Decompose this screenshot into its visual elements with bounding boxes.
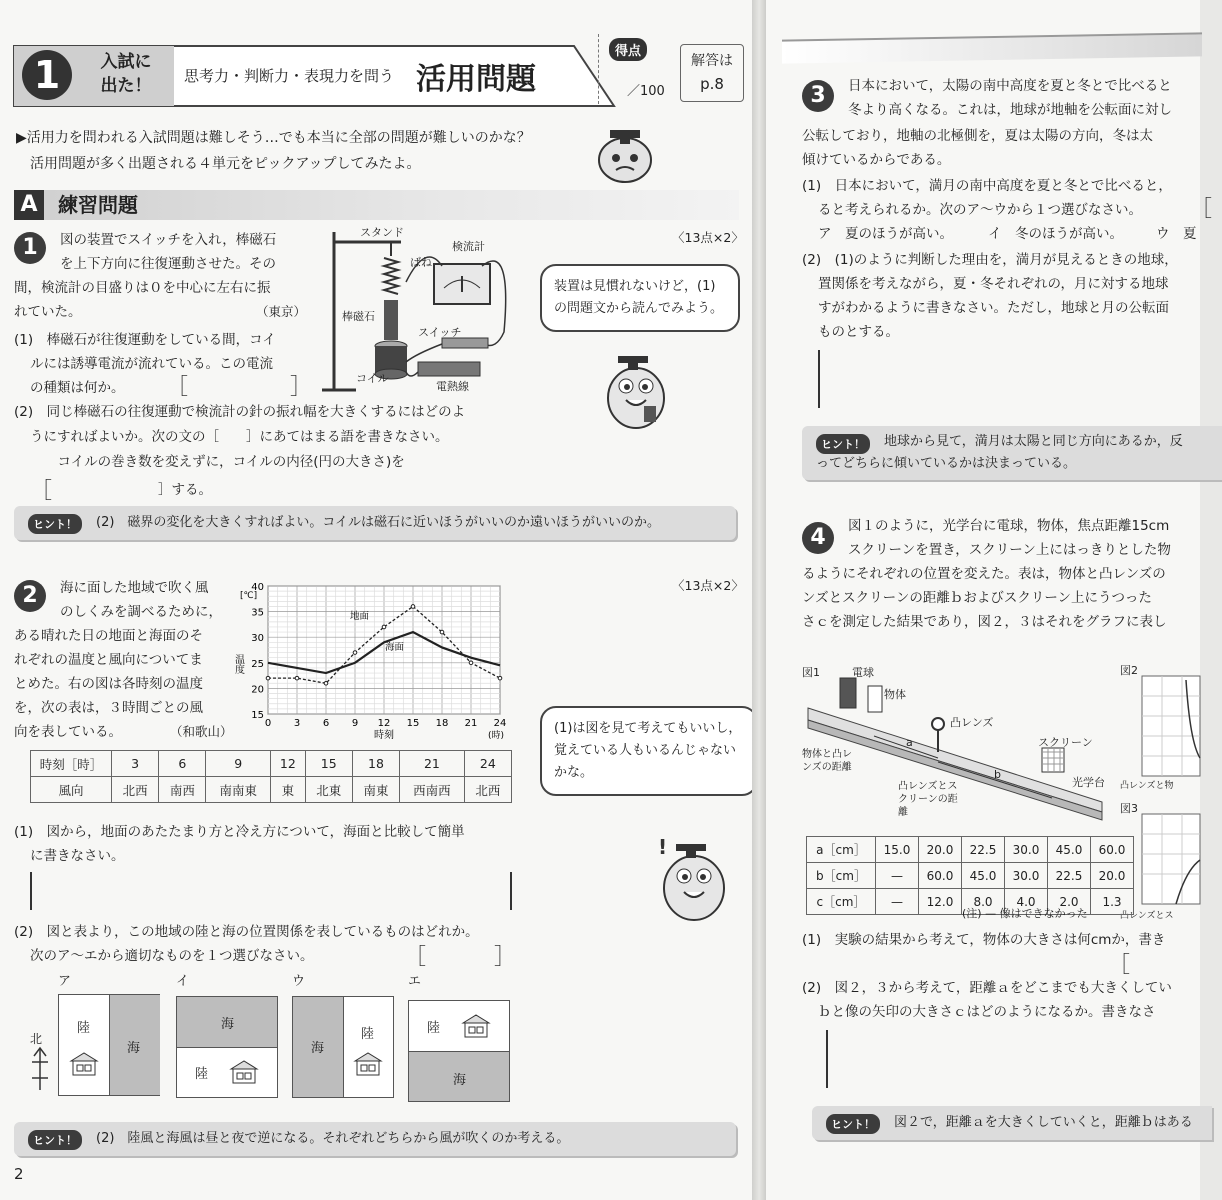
table-header-cell: c［cm］ bbox=[807, 889, 876, 915]
fig-label-wire: 電熱線 bbox=[436, 380, 469, 393]
q4-sub2-line: ｂと像の矢印の大きさｃはどのようになるか。書きなさ bbox=[818, 1004, 1156, 1020]
q3-option: ア 夏のほうが高い。 bbox=[818, 226, 953, 242]
table-header-cell: 風向 bbox=[31, 777, 112, 803]
land-label: 陸 bbox=[361, 1027, 375, 1042]
q2-answer-2[interactable]: ［ bbox=[404, 945, 427, 970]
table-cell-time: 21 bbox=[400, 751, 465, 777]
table-cell: 60.0 bbox=[919, 863, 962, 889]
q1-line: れていた。 bbox=[14, 304, 82, 320]
q2-sub2-line: (2) 図と表より，この地域の陸と海の位置関係を表しているものはどれか。 bbox=[14, 924, 479, 940]
table-cell: 4.0 bbox=[1005, 889, 1048, 915]
fig2-xlabel: 凸レンズと物 bbox=[1120, 781, 1174, 791]
q1-sub2-line: うにすればよいか。次の文の［ ］にあてはまる語を書きなさい。 bbox=[30, 429, 449, 445]
fig1-lens-label: 凸レンズ bbox=[950, 716, 994, 729]
choice-c[interactable] bbox=[292, 996, 394, 1098]
q3-sub1-line: (1) 日本において，満月の南中高度を夏と冬とで比べると， bbox=[802, 178, 1172, 194]
sea-label: 海 bbox=[127, 1041, 141, 1056]
owl-mascot-icon bbox=[652, 832, 738, 928]
q1-sub1-line: の種類は何か。 bbox=[30, 380, 125, 396]
fig-label-galvanometer: 検流計 bbox=[452, 240, 485, 253]
q2-line: れぞれの温度と風向についてま bbox=[14, 652, 203, 668]
x-tick-label: 15 bbox=[406, 718, 420, 729]
hint-text: ってどちらに傾いているかは決まっている。 bbox=[816, 456, 1077, 471]
table-cell-time: 15 bbox=[305, 751, 352, 777]
q1-points: 〈13点×2〉 bbox=[672, 230, 744, 245]
q1-line: 図の装置でスイッチを入れ，棒磁石 bbox=[60, 232, 277, 248]
data-point bbox=[411, 605, 415, 609]
score-box bbox=[598, 34, 679, 104]
table-cell: 45.0 bbox=[962, 863, 1005, 889]
q4-sub2-line: (2) 図２，３から考えて，距離ａをどこまでも大きくしてい bbox=[802, 980, 1172, 996]
fig1-title: 図1 bbox=[802, 666, 820, 679]
table-row bbox=[807, 863, 1134, 889]
x-axis-label: 時刻 bbox=[374, 730, 394, 741]
data-point bbox=[440, 630, 444, 634]
right-page bbox=[766, 0, 1213, 1200]
q4-answer-1[interactable]: ［ bbox=[1108, 953, 1131, 978]
house-icon bbox=[353, 1051, 383, 1081]
q2-sub1-line: に書きなさい。 bbox=[30, 848, 125, 864]
table-header-cell: b［cm］ bbox=[807, 863, 876, 889]
table-cell: — bbox=[876, 889, 919, 915]
right-header-band bbox=[782, 32, 1202, 63]
q4-line: さｃを測定した結果であり，図２，３はそれをグラフに表し bbox=[802, 614, 1167, 630]
q1-sub2-line: コイルの巻き数を変えずに，コイルの内径(円の大きさ)を bbox=[44, 454, 405, 470]
header-tag: 入試に 出た！ bbox=[100, 52, 152, 96]
q4-answer-2[interactable] bbox=[826, 1030, 1198, 1088]
land-area bbox=[177, 1048, 277, 1097]
table-cell-wind: 西南西 bbox=[400, 777, 465, 803]
sea-label: 海 bbox=[453, 1073, 467, 1088]
north-label: 北 bbox=[30, 1032, 43, 1046]
table-row bbox=[31, 751, 512, 777]
choice-a[interactable] bbox=[58, 994, 160, 1096]
hint-label: ヒント！ bbox=[28, 514, 82, 534]
section-a-bar bbox=[14, 190, 739, 220]
hint-text: (2) 陸風と海風は昼と夜で逆になる。それぞれどちらから風が吹くのか考える。 bbox=[96, 1131, 570, 1146]
wind-direction-table bbox=[30, 750, 512, 803]
q2-source: （和歌山） bbox=[170, 724, 233, 739]
fig1-a: a bbox=[906, 736, 913, 749]
table-cell-wind: 北西 bbox=[112, 777, 159, 803]
q3-answer-1[interactable]: ［ bbox=[1190, 197, 1213, 222]
q3-line: 傾けているからである。 bbox=[802, 152, 951, 168]
q3-sub2-line: すがわかるように書きなさい。ただし，地球と月の公転面 bbox=[818, 300, 1169, 316]
answer-label: 解答は bbox=[691, 53, 733, 69]
fig-label-magnet: 棒磁石 bbox=[342, 310, 375, 323]
q3-sub2-line: (2) (1)のように判断した理由を，満月が見えるときの地球， bbox=[802, 252, 1178, 268]
x-tick-label: 0 bbox=[264, 718, 272, 729]
x-tick-label: 6 bbox=[322, 718, 330, 729]
fig1-screen-label: スクリーン bbox=[1038, 736, 1093, 749]
x-tick-label: 3 bbox=[293, 718, 301, 729]
q4-line: ンズとスクリーンの距離ｂおよびスクリーン上にうつった bbox=[802, 590, 1152, 606]
mascot-head-icon bbox=[594, 124, 654, 184]
q4-line: るようにそれぞれの位置を変えた。表は，物体と凸レンズの bbox=[802, 566, 1166, 582]
q2-number-badge: 2 bbox=[14, 580, 46, 612]
q1-number-badge: 1 bbox=[14, 232, 46, 264]
q3-sub2-line: ものとする。 bbox=[818, 324, 899, 340]
land-label: 陸 bbox=[427, 1021, 441, 1036]
q2-line: 向を表している。 bbox=[14, 724, 122, 740]
q1-answer-1[interactable]: ［ bbox=[166, 375, 189, 400]
q1-answer-1-close: ］ bbox=[290, 375, 313, 400]
hint-label: ヒント！ bbox=[28, 1130, 82, 1150]
q2-line: を，次の表は，３時間ごとの風 bbox=[14, 700, 203, 716]
land-label: 陸 bbox=[77, 1021, 91, 1036]
fig1-a-desc: 物体と凸レンズの距離 bbox=[802, 749, 852, 773]
fig-label-stand: スタンド bbox=[360, 226, 404, 239]
q3-line: 冬より高くなる。これは，地球が地軸を公転面に対し bbox=[848, 102, 1172, 118]
y-tick-label: 15 bbox=[251, 710, 264, 721]
y-axis-label: 温度 bbox=[232, 654, 244, 674]
data-point bbox=[295, 676, 299, 680]
q1-sub2-end: ］する。 bbox=[158, 482, 212, 498]
q3-option: イ 冬のほうが高い。 bbox=[988, 226, 1123, 242]
q4-hint bbox=[812, 1106, 1212, 1140]
land-label: 陸 bbox=[195, 1067, 209, 1082]
q3-line: 日本において，太陽の南中高度を夏と冬とで比べると bbox=[848, 78, 1172, 94]
table-cell-time: 3 bbox=[112, 751, 159, 777]
q4-figure-1 bbox=[802, 662, 1116, 830]
table-cell-time: 12 bbox=[271, 751, 306, 777]
intro-line-1: ▶活用力を問われる入試問題は難しそう…でも本当に全部の問題が難しいのかな？ bbox=[16, 130, 531, 146]
choice-label: エ bbox=[408, 974, 422, 989]
fig-label-switch: スイッチ bbox=[418, 326, 462, 339]
y-unit: [℃] bbox=[240, 591, 258, 601]
table-cell: 30.0 bbox=[1005, 863, 1048, 889]
choice-d[interactable] bbox=[408, 1000, 510, 1102]
q1-apparatus-figure bbox=[316, 222, 526, 392]
q2-line: のしくみを調べるために， bbox=[60, 604, 222, 620]
table-cell: 12.0 bbox=[919, 889, 962, 915]
chart-svg bbox=[232, 578, 522, 744]
data-point bbox=[382, 625, 386, 629]
table-cell: 60.0 bbox=[1091, 837, 1134, 863]
x-tick-label: 24 bbox=[493, 718, 507, 729]
table-cell-wind: 北東 bbox=[305, 777, 352, 803]
table-cell-wind: 東 bbox=[271, 777, 306, 803]
data-point bbox=[353, 651, 357, 655]
x-tick-label: 12 bbox=[377, 718, 391, 729]
y-tick-label: 35 bbox=[251, 607, 264, 619]
page-number: 2 bbox=[14, 1165, 24, 1183]
fig1-bulb-label: 電球 bbox=[852, 666, 874, 679]
table-row bbox=[31, 777, 512, 803]
section-a-letter: A bbox=[14, 190, 44, 220]
x-unit: (時) bbox=[487, 731, 504, 741]
house-icon bbox=[229, 1059, 259, 1089]
y-tick-label: 20 bbox=[251, 684, 264, 696]
table-cell: 8.0 bbox=[962, 889, 1005, 915]
table-cell: 30.0 bbox=[1005, 837, 1048, 863]
q1-line: 間，検流計の目盛りは０を中心に左右に振 bbox=[14, 280, 271, 296]
y-tick-label: 25 bbox=[251, 658, 264, 670]
x-tick-label: 21 bbox=[464, 718, 478, 729]
q1-speech-bubble: 装置は見慣れないけど，(1)の問題文から読んでみよう。 bbox=[540, 264, 740, 332]
table-cell: 22.5 bbox=[962, 837, 1005, 863]
q2-line: とめた。右の図は各時刻の温度 bbox=[14, 676, 203, 692]
fig-label-coil: コイル bbox=[356, 372, 389, 385]
hint-text: 図２で，距離ａを大きくしていくと，距離ｂはある bbox=[894, 1115, 1193, 1130]
fig1-b: b bbox=[994, 768, 1001, 781]
q3-answer-2[interactable] bbox=[818, 350, 1200, 408]
choice-label: ア bbox=[58, 974, 72, 989]
choice-b[interactable] bbox=[176, 996, 278, 1098]
house-icon bbox=[69, 1051, 99, 1081]
header-banner bbox=[14, 42, 584, 110]
q4-figure-2 bbox=[1120, 662, 1200, 792]
q2-points: 〈13点×2〉 bbox=[672, 578, 744, 593]
page-title: 活用問題 bbox=[416, 62, 536, 97]
table-cell-time: 6 bbox=[159, 751, 206, 777]
q1-line: を上下方向に往復運動させた。その bbox=[60, 256, 276, 272]
q4-line: 図１のように，光学台に電球，物体，焦点距離15cm bbox=[848, 518, 1170, 534]
sea-label: 海 bbox=[221, 1017, 235, 1032]
x-tick-label: 18 bbox=[435, 718, 449, 729]
q3-sub1-line: ると考えられるか。次のア～ウから１つ選びなさい。 bbox=[818, 202, 1142, 218]
fig-label-spring: ばね bbox=[410, 256, 432, 269]
header-subtitle: 思考力・判断力・表現力を問う bbox=[184, 67, 395, 85]
table-cell-time: 24 bbox=[464, 751, 511, 777]
q3-option: ウ 夏 bbox=[1156, 226, 1197, 242]
sea-label: 海 bbox=[311, 1041, 325, 1056]
q3-line: 公転しており，地軸の北極側を，夏は太陽の方向，冬は太 bbox=[802, 128, 1153, 144]
table-cell: — bbox=[876, 863, 919, 889]
hint-text: (2) 磁界の変化を大きくすればよい。コイルは磁石に近いほうがいいのか遠いほうがいいのか。 bbox=[96, 515, 661, 530]
answer-ref-box bbox=[680, 44, 744, 102]
fig3-xlabel: 凸レンズとス bbox=[1120, 911, 1174, 921]
table-cell-wind: 南西 bbox=[159, 777, 206, 803]
q2-hint bbox=[14, 1122, 736, 1156]
fig1-object-label: 物体 bbox=[884, 688, 906, 701]
unit-number-badge: 1 bbox=[22, 50, 72, 100]
q1-sub1-line: (1) 棒磁石が往復運動をしている間，コイ bbox=[14, 332, 276, 348]
table-cell-wind: 南南東 bbox=[206, 777, 271, 803]
q2-sub2-line: 次のア～エから適切なものを１つ選びなさい。 bbox=[30, 948, 314, 964]
table-header-cell: a［cm］ bbox=[807, 837, 876, 863]
q2-answer-1[interactable] bbox=[30, 872, 512, 910]
table-cell-time: 9 bbox=[206, 751, 271, 777]
land-area bbox=[409, 1001, 509, 1052]
table-cell-wind: 南東 bbox=[352, 777, 399, 803]
q2-answer-2-close: ］ bbox=[494, 945, 517, 970]
table-cell: 2.0 bbox=[1048, 889, 1091, 915]
owl-mascot-icon bbox=[596, 346, 676, 436]
data-point bbox=[469, 661, 473, 665]
q4-number-badge: 4 bbox=[802, 522, 834, 554]
table-cell: 20.0 bbox=[1091, 863, 1134, 889]
q1-answer-2[interactable]: ［ bbox=[30, 479, 53, 504]
y-tick-label: 30 bbox=[251, 633, 264, 645]
q4-line: スクリーンを置き，スクリーン上にはっきりとした物 bbox=[848, 542, 1171, 558]
data-point bbox=[498, 676, 502, 680]
table-cell: 15.0 bbox=[876, 837, 919, 863]
data-point bbox=[324, 681, 328, 685]
q2-line: 海に面した地域で吹く風 bbox=[60, 580, 209, 596]
land-area bbox=[344, 997, 393, 1097]
x-tick-label: 9 bbox=[351, 718, 359, 729]
q1-hint bbox=[14, 506, 736, 540]
q2-line: ある晴れた日の地面と海面のそ bbox=[14, 628, 203, 644]
fig1-b-desc: 凸レンズとスクリーンの距離 bbox=[898, 781, 958, 818]
svg-text:!: ! bbox=[658, 835, 668, 859]
table-cell: 45.0 bbox=[1048, 837, 1091, 863]
north-arrow-icon bbox=[28, 1030, 52, 1092]
score-total: ／100 bbox=[627, 84, 665, 99]
y-tick-label: 40 bbox=[251, 582, 264, 593]
house-icon bbox=[461, 1013, 491, 1043]
fig1-bench-label: 光学台 bbox=[1072, 776, 1105, 789]
table-cell: 20.0 bbox=[919, 837, 962, 863]
choice-label: イ bbox=[176, 974, 190, 989]
q1-sub1-line: ルには誘導電流が流れている。この電流 bbox=[30, 356, 273, 372]
hint-text: 地球から見て，満月は太陽と同じ方向にあるか，反 bbox=[884, 434, 1183, 449]
series-label: 地面 bbox=[350, 610, 370, 622]
q3-number-badge: 3 bbox=[802, 80, 834, 112]
series-label: 海面 bbox=[385, 642, 405, 654]
q4-sub1: (1) 実験の結果から考えて，物体の大きさは何cmか，書き bbox=[802, 932, 1166, 948]
q1-sub2-line: (2) 同じ棒磁石の往復運動で検流計の針の振れ幅を大きくするにはどのよ bbox=[14, 404, 466, 420]
table-cell-time: 18 bbox=[352, 751, 399, 777]
q3-sub2-line: 置関係を考えながら，夏・冬それぞれの，月に対する地球 bbox=[818, 276, 1169, 292]
q3-hint bbox=[802, 426, 1222, 480]
table-cell-wind: 北西 bbox=[464, 777, 511, 803]
lens-table-note: (注) — 像はできなかった bbox=[962, 907, 1088, 920]
intro-line-2: 活用問題が多く出題される４単元をピックアップしてみたよ。 bbox=[30, 156, 421, 172]
table-header-cell: 時刻［時］ bbox=[31, 751, 112, 777]
hint-label: ヒント！ bbox=[816, 434, 870, 454]
q2-sub1-line: (1) 図から，地面のあたたまり方と冷え方について，海面と比較して簡単 bbox=[14, 824, 465, 840]
score-label: 得点 bbox=[609, 38, 647, 61]
answer-page: p.8 bbox=[700, 75, 724, 93]
fig3-title: 図3 bbox=[1120, 802, 1138, 815]
hint-label: ヒント！ bbox=[826, 1114, 880, 1134]
data-point bbox=[266, 676, 270, 680]
table-cell: 1.3 bbox=[1091, 889, 1134, 915]
section-a-title: 練習問題 bbox=[58, 193, 138, 217]
fig2-title: 図2 bbox=[1120, 664, 1138, 677]
q2-speech-bubble: (1)は図を見て考えてもいいし，覚えている人もいるんじゃないかな。 bbox=[540, 706, 758, 796]
table-row bbox=[807, 837, 1134, 863]
q1-source: （東京） bbox=[256, 304, 307, 319]
table-cell: 22.5 bbox=[1048, 863, 1091, 889]
choice-label: ウ bbox=[292, 974, 306, 989]
temperature-chart bbox=[232, 578, 522, 744]
